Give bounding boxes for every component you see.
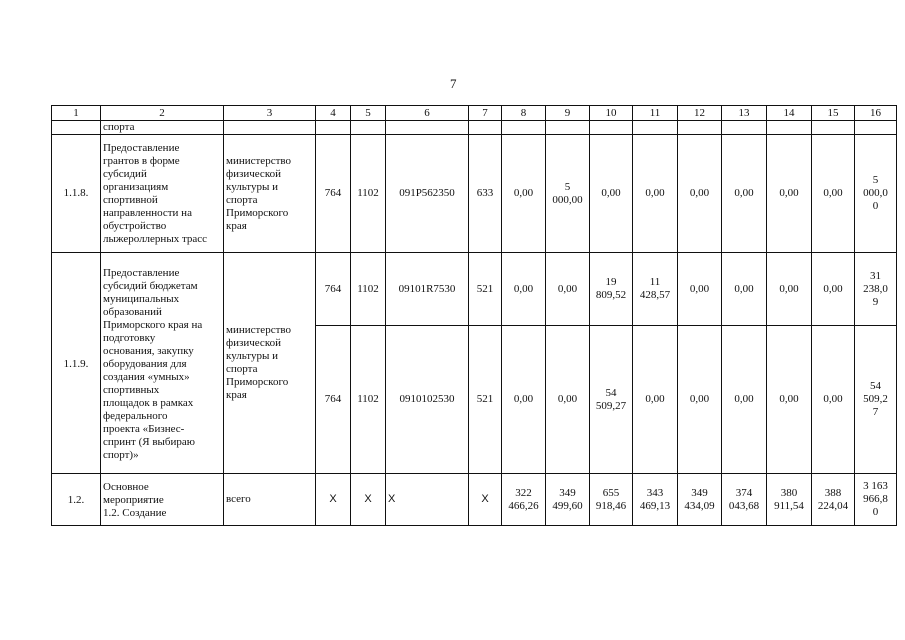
cell-col-5: 1102 bbox=[351, 135, 386, 253]
header-cell: 1 bbox=[52, 106, 101, 121]
header-cell: 16 bbox=[855, 106, 897, 121]
cell-col-8: 0,00 bbox=[502, 326, 546, 474]
cell-col-6: Х bbox=[386, 474, 469, 526]
cell-col-8: 0,00 bbox=[502, 135, 546, 253]
cell-col-10: 54 509,27 bbox=[590, 326, 633, 474]
cell-col-12: 0,00 bbox=[678, 326, 722, 474]
cell-col-4: 764 bbox=[316, 326, 351, 474]
header-cell: 4 bbox=[316, 106, 351, 121]
cell-col-16: 31 238,0 9 bbox=[855, 253, 897, 326]
cell-col-14: 0,00 bbox=[767, 326, 812, 474]
cell-col-11: 0,00 bbox=[633, 326, 678, 474]
header-cell: 3 bbox=[224, 106, 316, 121]
cell-col-8: 0,00 bbox=[502, 253, 546, 326]
executor: министерство физической культуры и спорта Приморского края bbox=[224, 135, 316, 253]
cell-col-15: 388 224,04 bbox=[812, 474, 855, 526]
cell-col-16: 5 000,0 0 bbox=[855, 135, 897, 253]
cell-col-5: 1102 bbox=[351, 253, 386, 326]
cell-col-11: 343 469,13 bbox=[633, 474, 678, 526]
cell-col-9: 5 000,00 bbox=[546, 135, 590, 253]
cell-col-7: 521 bbox=[469, 253, 502, 326]
cell-col-9: 0,00 bbox=[546, 253, 590, 326]
cell-col-7: 633 bbox=[469, 135, 502, 253]
cell-col-16: 54 509,2 7 bbox=[855, 326, 897, 474]
cell-col-6: 0910102530 bbox=[386, 326, 469, 474]
cell-col-13: 0,00 bbox=[722, 253, 767, 326]
cell-col-13: 0,00 bbox=[722, 135, 767, 253]
header-cell: 12 bbox=[678, 106, 722, 121]
cell-col-10: 655 918,46 bbox=[590, 474, 633, 526]
cell-col-14: 380 911,54 bbox=[767, 474, 812, 526]
cell-col-15: 0,00 bbox=[812, 326, 855, 474]
header-cell: 2 bbox=[101, 106, 224, 121]
header-cell: 13 bbox=[722, 106, 767, 121]
cell-col-12: 349 434,09 bbox=[678, 474, 722, 526]
cell-col-5: Х bbox=[351, 474, 386, 526]
measure-name: Предоставление субсидий бюджетам муниципальных образований Приморского края на подготовку основания, закупку оборудования для создания «умных» спортивных площадок в рамках федерального проекта «Бизнес- спринт (Я выбираю спорт)» bbox=[101, 253, 224, 474]
row-number: 1.1.8. bbox=[52, 135, 101, 253]
cell-col-8: 322 466,26 bbox=[502, 474, 546, 526]
row-number: 1.2. bbox=[52, 474, 101, 526]
cell-col-10: 0,00 bbox=[590, 135, 633, 253]
cell-col-15: 0,00 bbox=[812, 253, 855, 326]
cell-col-4: Х bbox=[316, 474, 351, 526]
budget-table bbox=[51, 105, 897, 526]
cell-col-15: 0,00 bbox=[812, 135, 855, 253]
executor: министерство физической культуры и спорта Приморского края bbox=[224, 253, 316, 474]
page-number: 7 bbox=[450, 76, 457, 91]
header-cell: 11 bbox=[633, 106, 678, 121]
header-cell: 7 bbox=[469, 106, 502, 121]
header-cell: 6 bbox=[386, 106, 469, 121]
measure-name: Предоставление грантов в форме субсидий организациям спортивной направленности на обустройство лыжероллерных трасс bbox=[101, 135, 224, 253]
executor: всего bbox=[224, 474, 316, 526]
cell-col-5: 1102 bbox=[351, 326, 386, 474]
header-cell: 15 bbox=[812, 106, 855, 121]
cell-col-11: 11 428,57 bbox=[633, 253, 678, 326]
table-row-1-2 bbox=[52, 474, 897, 526]
cell-col-12: 0,00 bbox=[678, 135, 722, 253]
table-row-1-1-9-a bbox=[52, 253, 897, 326]
cell-col-11: 0,00 bbox=[633, 135, 678, 253]
header-cell: 5 bbox=[351, 106, 386, 121]
cell-col-10: 19 809,52 bbox=[590, 253, 633, 326]
cell-col-9: 349 499,60 bbox=[546, 474, 590, 526]
cell-col-7: 521 bbox=[469, 326, 502, 474]
measure-name: Основное мероприятие 1.2. Создание bbox=[101, 474, 224, 526]
cell-col-6: 091Р562350 bbox=[386, 135, 469, 253]
header-cell: 10 bbox=[590, 106, 633, 121]
header-cell: 14 bbox=[767, 106, 812, 121]
cell-col-4: 764 bbox=[316, 135, 351, 253]
cell-col-9: 0,00 bbox=[546, 326, 590, 474]
row-number: 1.1.9. bbox=[52, 253, 101, 474]
header-cell: 9 bbox=[546, 106, 590, 121]
cell-col-6: 09101R7530 bbox=[386, 253, 469, 326]
cell-col-16: 3 163 966,8 0 bbox=[855, 474, 897, 526]
carry-over-row bbox=[52, 121, 897, 135]
cell-col-7: Х bbox=[469, 474, 502, 526]
cell-col-13: 374 043,68 bbox=[722, 474, 767, 526]
table-row-1-1-8 bbox=[52, 135, 897, 253]
cell-col-13: 0,00 bbox=[722, 326, 767, 474]
cell-col-14: 0,00 bbox=[767, 253, 812, 326]
header-row bbox=[52, 106, 897, 121]
cell-col-14: 0,00 bbox=[767, 135, 812, 253]
cell-col-12: 0,00 bbox=[678, 253, 722, 326]
header-cell: 8 bbox=[502, 106, 546, 121]
cell-col-4: 764 bbox=[316, 253, 351, 326]
carry-over-text: спорта bbox=[101, 121, 224, 135]
